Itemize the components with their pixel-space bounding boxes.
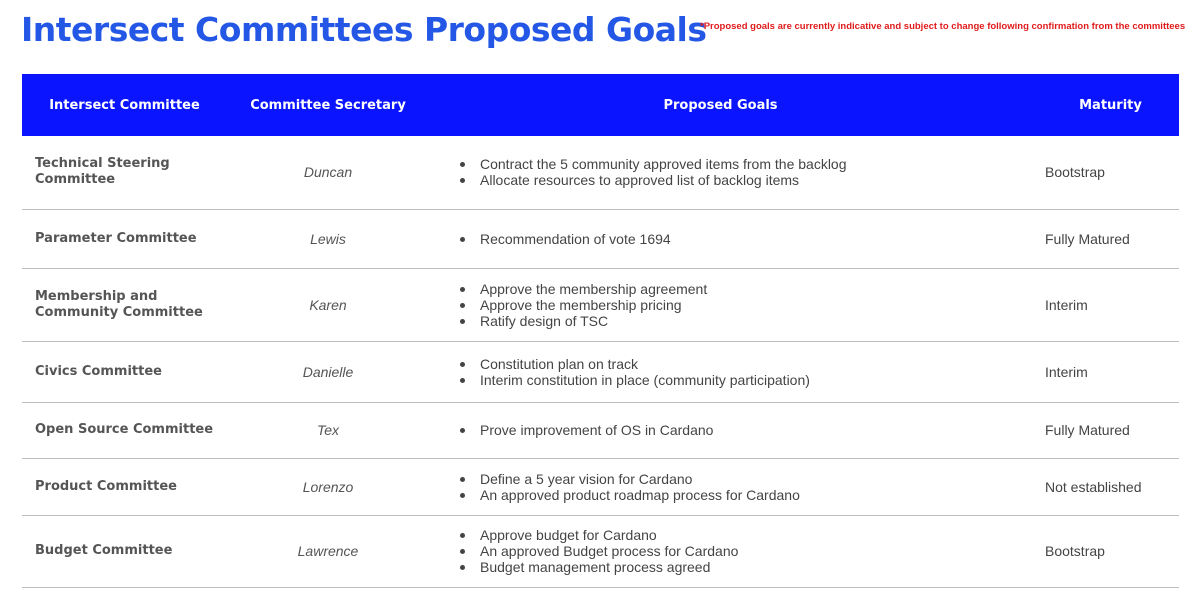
maturity-value: Fully Matured [1045, 230, 1130, 247]
page-title: Intersect Committees Proposed Goals [21, 10, 707, 49]
committee-secretary: Karen [309, 296, 347, 313]
goals-list [460, 527, 1012, 575]
goal-item: An approved Budget process for Cardano [460, 543, 1012, 559]
committee-secretary: Duncan [303, 164, 353, 181]
goal-item: Constitution plan on track [460, 356, 1012, 372]
committee-secretary: Danielle [302, 363, 354, 380]
maturity-value: Interim [1045, 363, 1088, 380]
goal-item: Budget management process agreed [460, 559, 1012, 575]
goals-list [460, 231, 1012, 247]
table-row [22, 458, 1179, 515]
header-secretary: Committee Secretary [250, 97, 406, 113]
committee-name: Civics Committee [35, 363, 162, 379]
goals-list [460, 281, 1012, 329]
maturity-value: Bootstrap [1045, 164, 1105, 181]
disclaimer-note: *Proposed goals are currently indicative and subject to change following confirmation from the committees [700, 21, 1186, 32]
committee-name: Parameter Committee [35, 230, 197, 246]
maturity-value: Interim [1045, 296, 1088, 313]
table-row [22, 268, 1179, 341]
table-header [22, 74, 1179, 136]
goal-item: Prove improvement of OS in Cardano [460, 422, 1012, 438]
goals-cell [429, 136, 1012, 209]
maturity-value: Bootstrap [1045, 543, 1105, 559]
table-row [22, 209, 1179, 268]
goal-item: Recommendation of vote 1694 [460, 231, 1012, 247]
committees-table [22, 74, 1179, 588]
goal-item: Define a 5 year vision for Cardano [460, 471, 1012, 487]
goals-cell [429, 515, 1012, 587]
table-row [22, 341, 1179, 402]
goal-item: Approve the membership pricing [460, 297, 1012, 313]
goals-cell [429, 458, 1012, 515]
header-goals: Proposed Goals [663, 97, 778, 113]
table-row [22, 136, 1179, 209]
goals-list [460, 471, 1012, 503]
goals-cell [429, 268, 1012, 341]
committee-name: Membership and Community Committee [35, 288, 203, 320]
goals-list [460, 356, 1012, 388]
maturity-value: Fully Matured [1045, 422, 1130, 438]
goal-item: Ratify design of TSC [460, 313, 1012, 329]
committee-secretary: Lewis [310, 230, 346, 247]
goal-item: Contract the 5 community approved items from the backlog [460, 156, 1012, 172]
header-committee: Intersect Committee [49, 97, 200, 113]
maturity-value: Not established [1045, 478, 1142, 495]
committee-secretary: Tex [316, 422, 340, 438]
committee-name: Product Committee [35, 478, 177, 494]
goal-item: Approve budget for Cardano [460, 527, 1012, 543]
committee-name: Open Source Committee [35, 422, 214, 437]
goals-cell [429, 341, 1012, 402]
table-body [22, 136, 1179, 587]
header-row [22, 74, 1179, 136]
committees-table-wrapper [22, 74, 1179, 588]
goal-item: An approved product roadmap process for Cardano [460, 487, 1012, 503]
goals-cell [429, 209, 1012, 268]
goals-list [460, 422, 1012, 438]
goals-cell [429, 402, 1012, 458]
table-row [22, 402, 1179, 458]
committee-name: Technical Steering Committee [35, 156, 170, 188]
goal-item: Interim constitution in place (community participation) [460, 372, 1012, 388]
committee-secretary: Lorenzo [302, 478, 354, 495]
goals-list [460, 156, 1012, 188]
goal-item: Allocate resources to approved list of backlog items [460, 172, 1012, 188]
goal-item: Approve the membership agreement [460, 281, 1012, 297]
table-row [22, 515, 1179, 587]
header-maturity: Maturity [1079, 97, 1142, 113]
committee-name: Budget Committee [35, 543, 173, 558]
committee-secretary: Lawrence [297, 543, 359, 559]
